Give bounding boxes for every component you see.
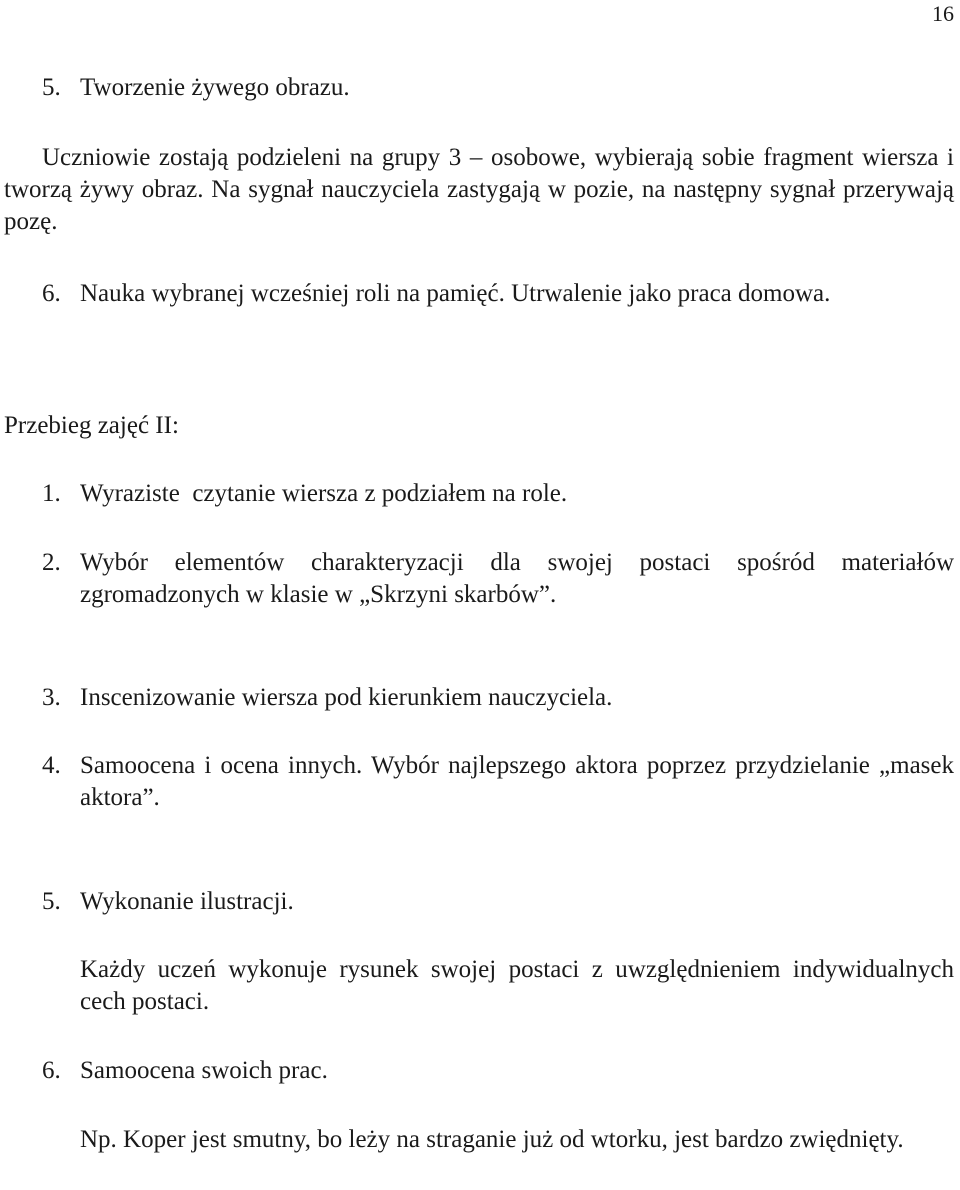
list-item-3 <box>0 682 960 714</box>
list-item-5-note: Każdy uczeń wykonuje rysunek swojej postaci z uwzględnieniem indywidualnych cech postaci. <box>80 956 954 1015</box>
list-item-4-text: Samoocena i ocena innych. Wybór najlepszego aktora poprzez przydzielanie „masek aktora”. <box>80 752 954 811</box>
list-item-1-text: Wyraziste czytanie wiersza z podziałem na role. <box>80 480 568 507</box>
list-item-5-text: Wykonanie ilustracji. <box>80 888 294 915</box>
list-item-4-number: 4. <box>42 752 61 779</box>
section-5-heading <box>0 72 960 104</box>
section-6-text: Nauka wybranej wcześniej roli na pamięć. Utrwalenie jako praca domowa. <box>80 280 831 307</box>
list-item-1 <box>0 478 960 510</box>
list-item-6-number: 6. <box>42 1057 61 1084</box>
list-item-1-number: 1. <box>42 480 61 507</box>
section-5-number: 5. <box>42 74 61 101</box>
section-5-paragraph: Uczniowie zostają podzieleni na grupy 3 – osobowe, wybierają sobie fragment wiersza i tworzą żywy obraz. Na sygnał nauczyciela zastygają w pozie, na następny sygnał przerywają pozę. <box>4 144 954 235</box>
list-item-6-note: Np. Koper jest smutny, bo leży na straganie już od wtorku, jest bardzo zwiędnięty. <box>80 1126 904 1153</box>
list-item-2 <box>0 547 960 611</box>
list-item-3-number: 3. <box>42 684 61 711</box>
list-item-5-number: 5. <box>42 888 61 915</box>
section-6-number: 6. <box>42 280 61 307</box>
page-number: 16 <box>932 1 954 26</box>
list-item-4 <box>0 750 960 814</box>
section-6-item <box>0 278 960 310</box>
list-item-3-text: Inscenizowanie wiersza pod kierunkiem nauczyciela. <box>80 684 613 711</box>
lesson-heading: Przebieg zajęć II: <box>4 412 179 439</box>
list-item-6 <box>0 1055 960 1087</box>
list-item-2-number: 2. <box>42 549 61 576</box>
list-item-5 <box>0 886 960 918</box>
section-5-title: Tworzenie żywego obrazu. <box>80 74 350 101</box>
list-item-6-text: Samoocena swoich prac. <box>80 1057 328 1084</box>
list-item-2-text: Wybór elementów charakteryzacji dla swojej postaci spośród materiałów zgromadzonych w klasie w „Skrzyni skarbów”. <box>80 549 954 608</box>
